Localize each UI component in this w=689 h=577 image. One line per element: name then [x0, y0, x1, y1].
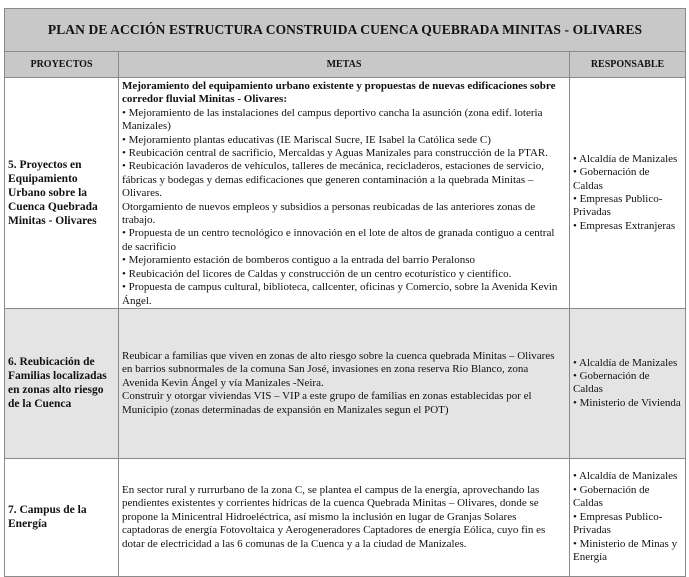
- meta-item: • Reubicación central de sacrificio, Mercaldas y Aguas Manizales para construcción de la PTAR.: [122, 147, 549, 160]
- meta-item: • Reubicación lavaderos de vehículos, talleres de mecánica, recicladeros, estaciones de servicio, fábricas y bodegas y demas edificaciones que generen contaminación a la quebrada Minitas – Olivares.: [122, 160, 544, 200]
- action-plan-table: [4, 8, 686, 577]
- table-row: [5, 78, 686, 309]
- header-metas: METAS: [119, 52, 570, 78]
- meta-item: Reubicar a familias que viven en zonas de alto riesgo sobre la cuenca quebrada Minitas – Olivares en barrios subnormales de la comuna San José, invasiones en zona reserva Rio Blanco, zona Avenida Kevin Ángel y vía Manizales -Neira.: [122, 349, 555, 389]
- metas-cell: [119, 78, 570, 309]
- title-row: [5, 9, 686, 52]
- project-cell: 5. Proyectos en Equipamiento Urbano sobre la Cuenca Quebrada Minitas - Olivares: [5, 78, 119, 309]
- meta-item: • Reubicación del licores de Caldas y construcción de un centro ecoturístico y científico.: [122, 267, 512, 280]
- responsable-cell: [570, 78, 686, 309]
- meta-item: Otorgamiento de nuevos empleos y subsidios a personas reubicadas de las anteriores zonas de trabajo.: [122, 200, 536, 227]
- meta-item: • Propuesta de campus cultural, biblioteca, callcenter, oficinas y Comercio, sobre la Avenida Kevin Ángel.: [122, 281, 558, 307]
- responsable-item: • Alcaldía de Manizales: [573, 470, 678, 483]
- meta-item: Construir y otorgar viviendas VIS – VIP a este grupo de familias en zonas establecidas por el Municipio (zonas determinadas de expansión en Manizales segun el POT): [122, 390, 532, 416]
- responsable-item: • Ministerio de Minas y Energía: [573, 537, 678, 563]
- responsable-item: • Empresas Publico-Privadas: [573, 192, 663, 219]
- header-responsable: RESPONSABLE: [570, 52, 686, 78]
- responsable-cell: [570, 308, 686, 458]
- responsable-item: • Ministerio de Vivienda: [573, 396, 681, 409]
- responsable-item: • Gobernación de Caldas: [573, 166, 650, 192]
- responsable-item: • Gobernación de Caldas: [573, 483, 650, 510]
- metas-cell: [119, 458, 570, 576]
- header-row: [5, 52, 686, 78]
- table-row: [5, 308, 686, 458]
- responsable-item: • Alcaldía de Manizales: [573, 356, 678, 369]
- responsable-item: • Empresas Extranjeras: [573, 219, 676, 232]
- meta-item: • Mejoramiento de las instalaciones del campus deportivo cancha la asunción (zona edif. loteria Manizales): [122, 106, 543, 133]
- responsable-item: • Alcaldía de Manizales: [573, 152, 678, 165]
- header-proyectos: PROYECTOS: [5, 52, 119, 78]
- metas-heading: Mejoramiento del equipamiento urbano existente y propuestas de nuevas edificaciones sobre corredor fluvial Minitas - Olivares:: [122, 80, 556, 106]
- responsable-item: • Gobernación de Caldas: [573, 370, 650, 396]
- metas-cell: [119, 308, 570, 458]
- table-title: PLAN DE ACCIÓN ESTRUCTURA CONSTRUIDA CUENCA QUEBRADA MINITAS - OLIVARES: [5, 9, 686, 52]
- meta-item: En sector rural y rurrurbano de la zona C, se plantea el campus de la energía, aprovechando las pendientes existentes y corrientes hídricas de la cuenca Quebrada Minitas – Olivares, donde se propone la Minicentral Hidroeléctrica, así mismo la inclusión en lugar de Granjas Solares captadoras de energía Fotovoltaica y Aerogeneradores Captadores de energía Eólica, cuyo fin es dotar de electricidad a las 6 comunas de la Cuenca y a la ciudad de Manizales.: [122, 483, 546, 550]
- responsable-cell: [570, 458, 686, 576]
- meta-item: • Mejoramiento estación de bomberos contiguo a la entrada del barrio Peralonso: [122, 254, 475, 267]
- project-cell: 7. Campus de la Energía: [5, 458, 119, 576]
- project-cell: 6. Reubicación de Familias localizadas en zonas alto riesgo de la Cuenca: [5, 308, 119, 458]
- meta-item: • Propuesta de un centro tecnológico e innovación en el lote de altos de granada contiguo a central de sacrificio: [122, 227, 555, 253]
- responsable-item: • Empresas Publico-Privadas: [573, 510, 663, 537]
- meta-item: • Mejoramiento plantas educativas (IE Mariscal Sucre, IE Isabel la Católica sede C): [122, 133, 491, 146]
- table-row: [5, 458, 686, 576]
